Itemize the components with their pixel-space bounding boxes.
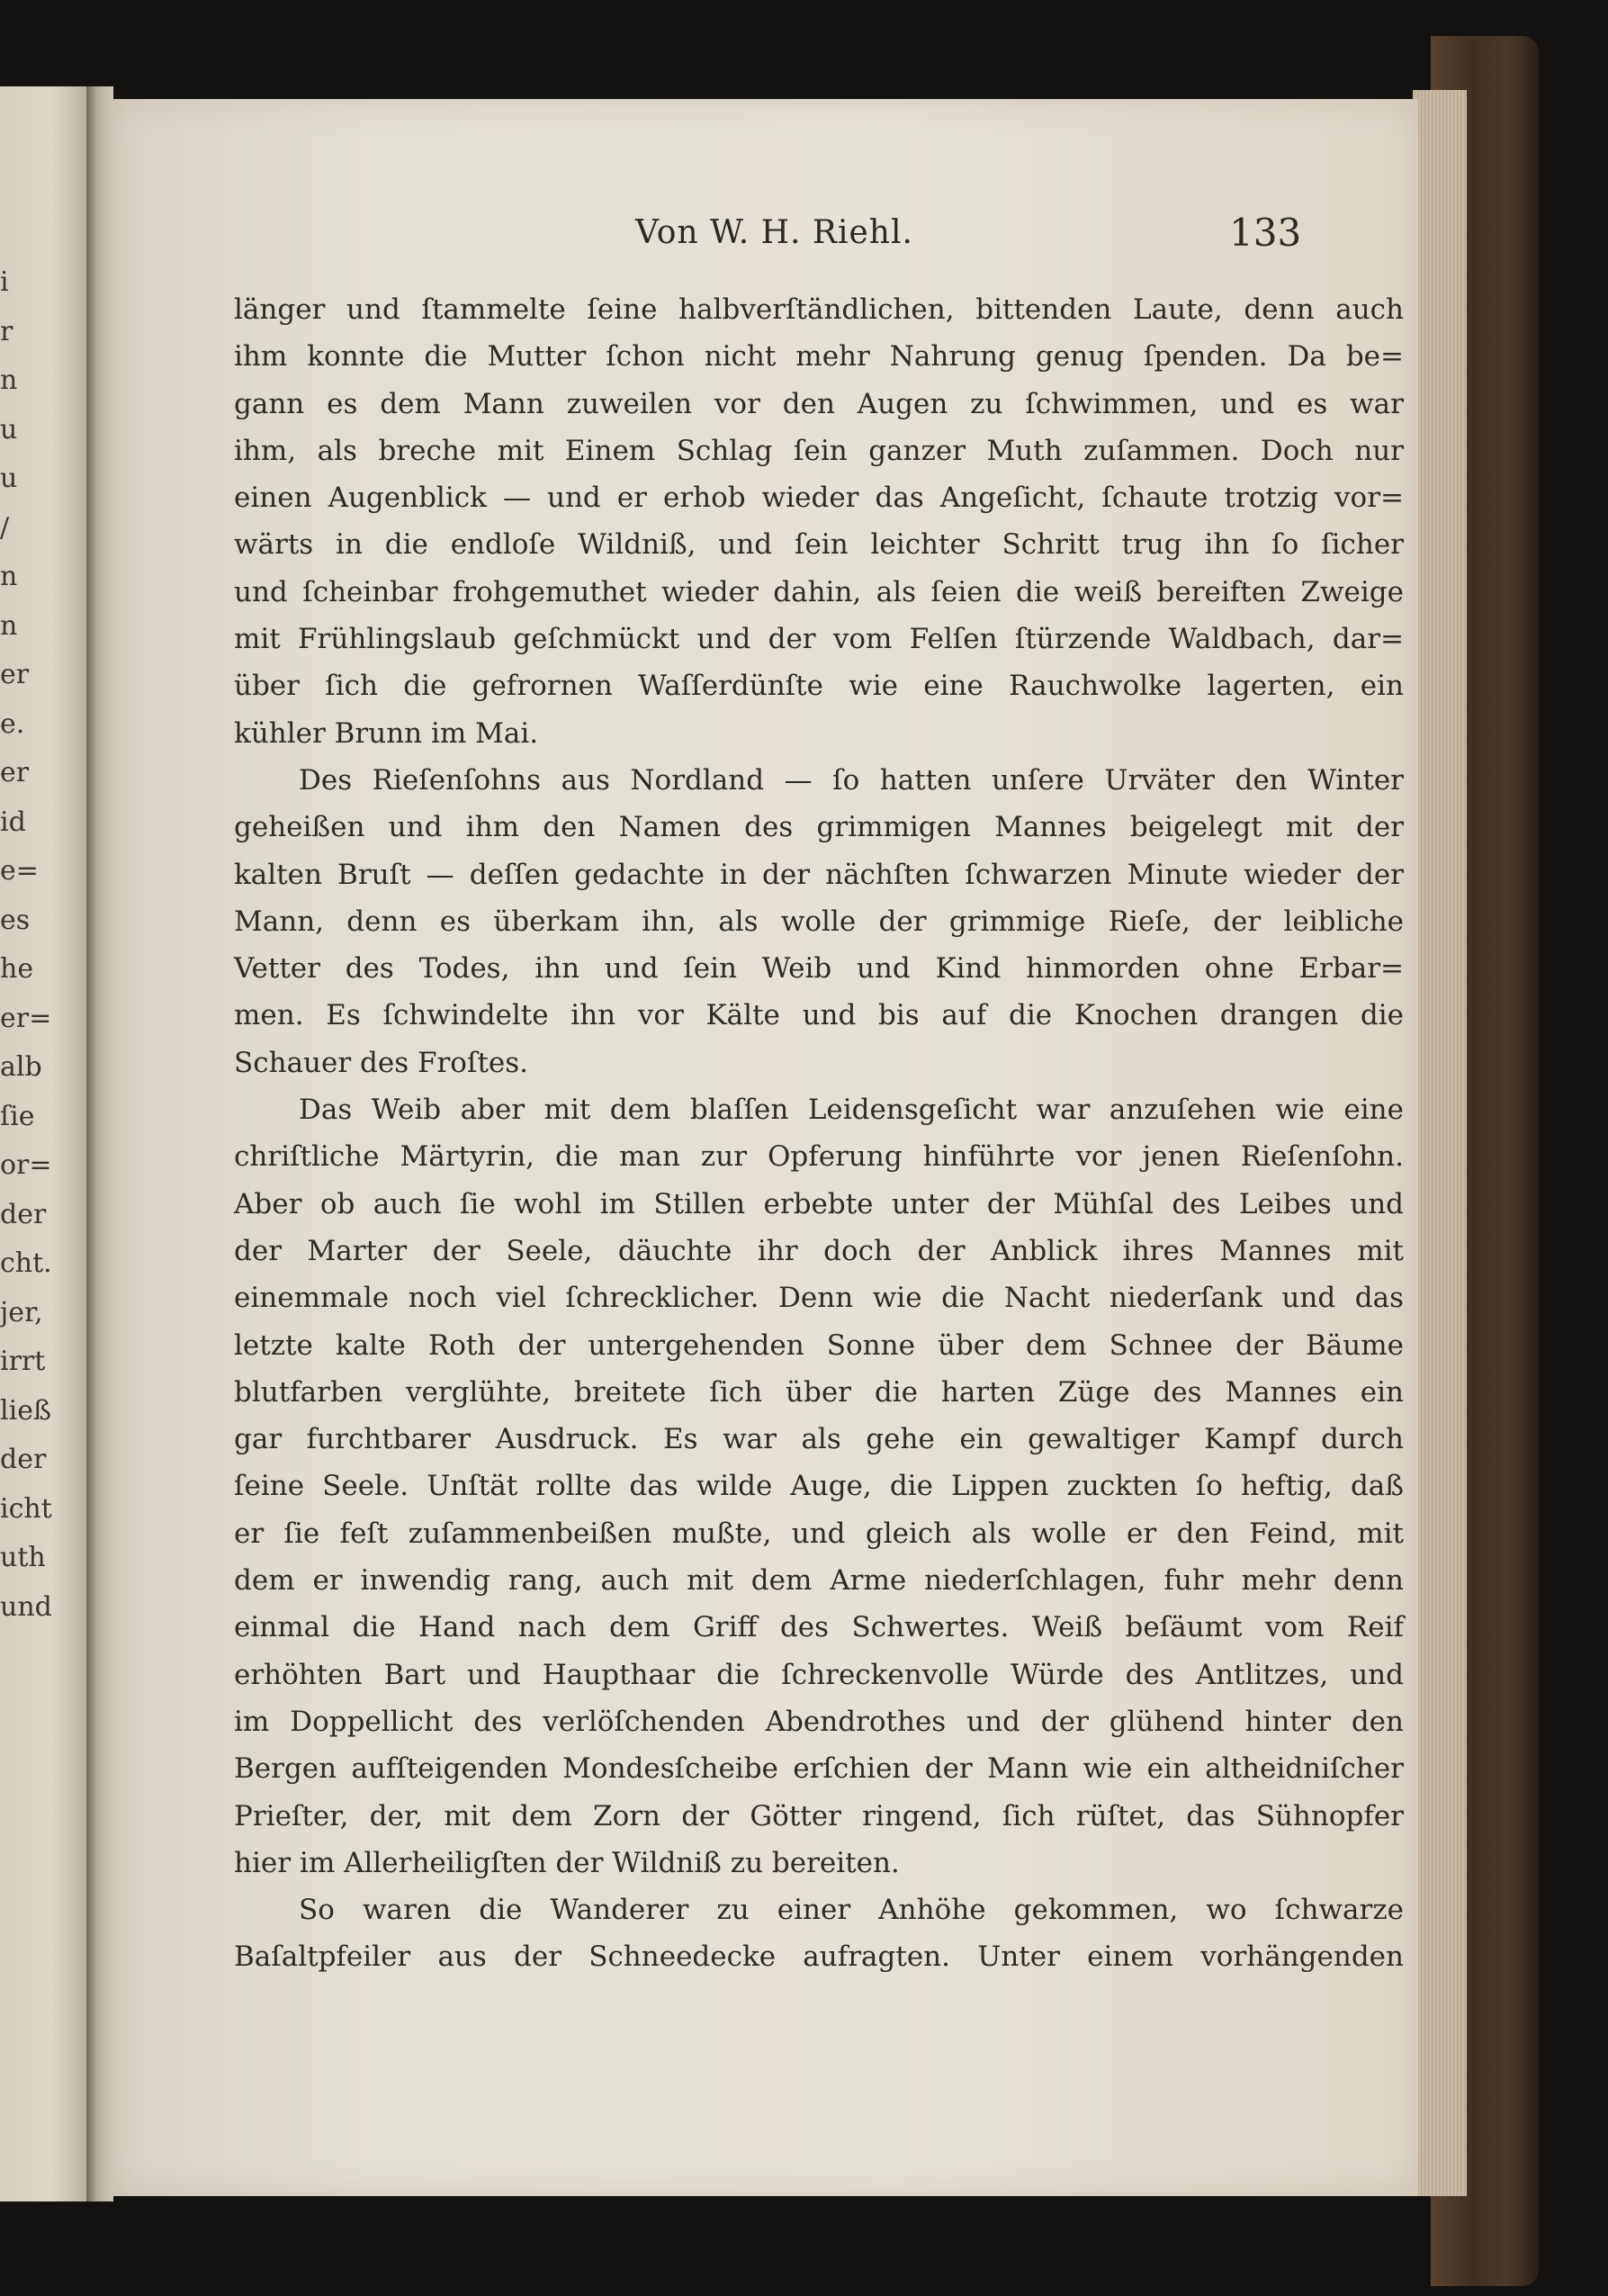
left-page-fragment: i [0, 266, 9, 298]
text-line: ſeine Seele. Unſtät rollte das wilde Auge, die Lippen zuckten ſo heftig, daß [234, 1470, 1404, 1503]
left-page-fragment: e. [0, 707, 25, 740]
book-gutter [86, 86, 113, 2201]
left-page-fragment: der [0, 1444, 47, 1475]
text-line: erhöhten Bart und Haupthaar die ſchreckenvolle Würde des Antlitzes, und [234, 1658, 1404, 1691]
text-line: dem er inwendig rang, auch mit dem Arme niederſchlagen, fuhr mehr denn [234, 1564, 1404, 1598]
right-page [113, 99, 1418, 2196]
text-line: kalten Bruſt — deſſen gedachte in der nächſten ſchwarzen Minute wieder der [234, 858, 1404, 891]
left-page-fragment: e= [0, 855, 39, 887]
text-line: Des Rieſenſohns aus Nordland — ſo hatten unſere Urväter den Winter [299, 763, 1404, 797]
text-line: über ſich die gefrornen Waſſerdünſte wie eine Rauchwolke lagerten, ein [234, 670, 1404, 703]
text-line: und ſcheinbar frohgemuthet wieder dahin, als ſeien die weiß bereiften Zweige [234, 575, 1404, 608]
text-line: men. Es ſchwindelte ihn vor Kälte und bis auf die Knochen drangen die [234, 999, 1404, 1032]
text-line: Aber ob auch ſie wohl im Stillen erbebte unter der Mühſal des Leibes und [234, 1187, 1404, 1220]
text-line: gann es dem Mann zuweilen vor den Augen zu ſchwimmen, und es war [234, 387, 1404, 420]
text-line: hier im Allerheiligſten der Wildniß zu bereiten. [234, 1846, 900, 1879]
left-page-fragment: / [0, 511, 10, 544]
text-line: Schauer des Froſtes. [234, 1046, 529, 1079]
left-page-fragment: ließ [0, 1394, 51, 1427]
text-line: wärts in die endloſe Wildniß, und ſein leichter Schritt trug ihn ſo ſicher [234, 528, 1404, 562]
text-line: letzte kalte Roth der untergehenden Sonne über dem Schnee der Bäume [234, 1328, 1404, 1362]
left-page-fragment: er [0, 757, 30, 788]
left-page-fragment: u [0, 413, 18, 446]
text-line: einmal die Hand nach dem Griff des Schwertes. Weiß beſäumt vom Reif [234, 1611, 1404, 1644]
text-line: der Marter der Seele, däuchte ihr doch der Anblick ihres Mannes mit [234, 1234, 1404, 1267]
body-text [234, 286, 1404, 1981]
left-page-fragment: n [0, 609, 18, 642]
left-page-fragment: icht [0, 1492, 52, 1525]
text-line: kühler Brunn im Mai. [234, 716, 539, 750]
left-page-fragment: n [0, 365, 18, 396]
running-head: Von W. H. Riehl. [635, 214, 913, 251]
page-edges [1413, 90, 1467, 2196]
page-number: 133 [1229, 211, 1302, 255]
left-page-fragment: uth [0, 1542, 46, 1573]
text-line: er ſie feſt zuſammenbeißen mußte, und gleich als wolle er den Feind, mit [234, 1517, 1404, 1550]
text-line: Vetter des Todes, ihn und ſein Weib und Kind hinmorden ohne Erbar= [234, 952, 1404, 986]
text-line: mit Frühlingslaub geſchmückt und der vom Felſen ſtürzende Waldbach, dar= [234, 623, 1404, 656]
left-page-fragment: alb [0, 1051, 42, 1083]
text-line: gar furchtbarer Ausdruck. Es war als gehe ein gewaltiger Kampf durch [234, 1423, 1404, 1456]
text-line: einemmale noch viel ſchrecklicher. Denn wie die Nacht niederſank und das [234, 1282, 1404, 1315]
left-page-fragment: cht. [0, 1247, 52, 1279]
left-page-fragment: irrt [0, 1346, 46, 1377]
text-line: länger und ſtammelte ſeine halbverſtändlichen, bittenden Laute, denn auch [234, 293, 1404, 326]
text-line: Prieſter, der, mit dem Zorn der Götter ringend, ſich rüſtet, das Sühnopfer [234, 1799, 1404, 1832]
text-line: Bergen aufſteigenden Mondesſcheibe erſchien der Mann wie ein altheidniſcher [234, 1752, 1404, 1786]
left-page-fragment: es [0, 904, 31, 936]
text-line: geheißen und ihm den Namen des grimmigen Mannes beigelegt mit der [234, 811, 1404, 844]
left-page-fragment: ſie [0, 1100, 35, 1132]
left-page-fragment: und [0, 1590, 52, 1623]
text-line: Baſaltpfeiler aus der Schneedecke aufragten. Unter einem vorhängenden [234, 1940, 1404, 1974]
left-page-fragment: he [0, 953, 34, 985]
left-page-fragment: er [0, 659, 30, 690]
left-page-fragment: n [0, 561, 18, 592]
left-page-fragment: id [0, 806, 26, 838]
left-page-fragment: u [0, 463, 18, 494]
left-page-fragment: er= [0, 1002, 52, 1034]
text-line: chriſtliche Märtyrin, die man zur Opferung hinführte vor jenen Rieſenſohn. [234, 1140, 1404, 1174]
text-line: So waren die Wanderer zu einer Anhöhe gekommen, wo ſchwarze [299, 1894, 1404, 1927]
text-line: im Doppellicht des verlöſchenden Abendrothes und der glühend hinter den [234, 1705, 1404, 1738]
left-page-fragment: der [0, 1198, 47, 1230]
text-line: ihm konnte die Mutter ſchon nicht mehr Nahrung genug ſpenden. Da be= [234, 340, 1404, 374]
text-line: blutfarben verglühte, breitete ſich über die harten Züge des Mannes ein [234, 1375, 1404, 1409]
left-page-fragment: r [0, 315, 13, 347]
left-facing-page [0, 86, 86, 2201]
left-page-fragment: jer, [0, 1296, 43, 1328]
text-line: ihm, als breche mit Einem Schlag ſein ganzer Muth zuſammen. Doch nur [234, 434, 1404, 467]
left-page-fragment: or= [0, 1149, 52, 1181]
text-line: einen Augenblick — und er erhob wieder das Angeſicht, ſchaute trotzig vor= [234, 482, 1404, 515]
text-line: Das Weib aber mit dem blaſſen Leidensgeſicht war anzuſehen wie eine [299, 1094, 1404, 1127]
text-line: Mann, denn es überkam ihn, als wolle der grimmige Rieſe, der leibliche [234, 905, 1404, 938]
